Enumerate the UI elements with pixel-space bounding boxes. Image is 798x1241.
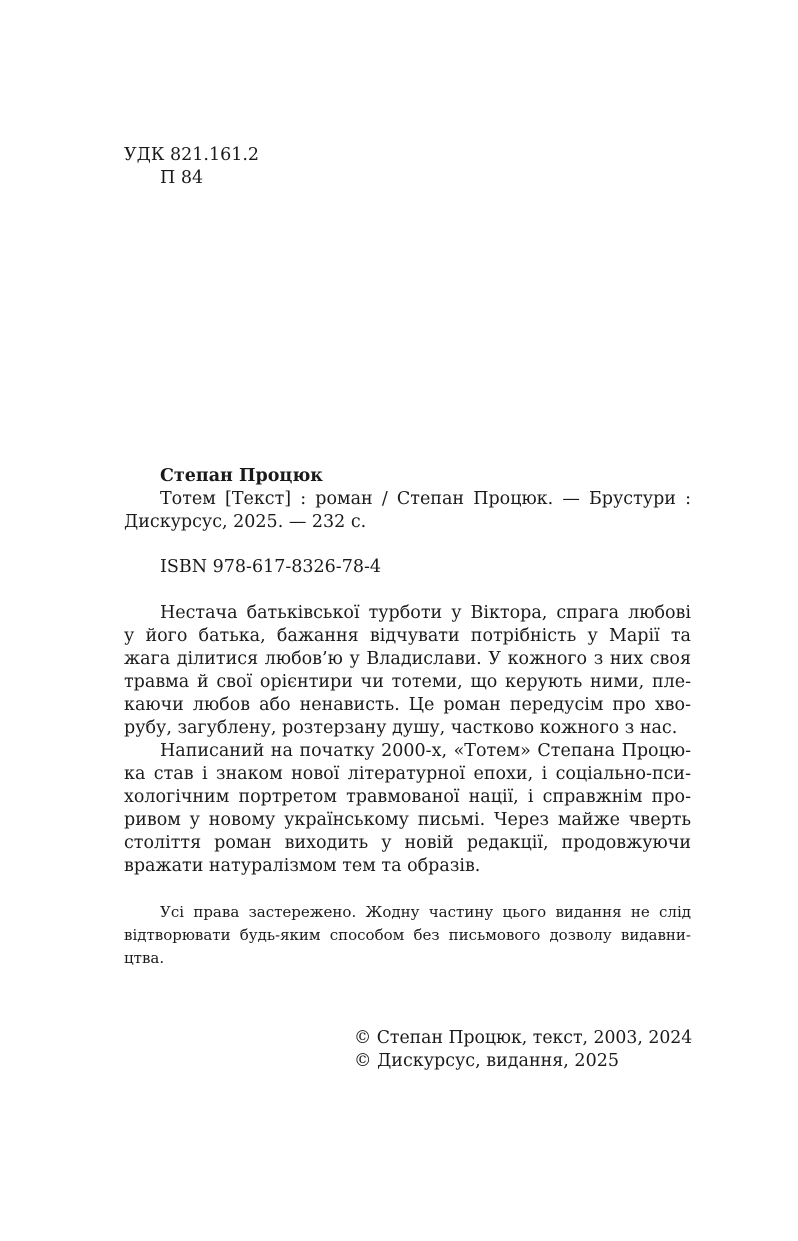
annotation-line: травма й свої орієнтири чи тотеми, що керують ними, пле- — [124, 672, 691, 692]
annotation-line: хологічним портретом травмованої нації, і справжнім про- — [124, 787, 691, 807]
author-sign: П 84 — [160, 168, 204, 188]
annotation-line: Нестача батьківської турботи у Віктора, спрага любові — [160, 603, 691, 623]
imprint-page — [124, 0, 691, 1241]
annotation-line: каючи любов або ненависть. Це роман передусім про хво- — [124, 695, 691, 715]
annotation-line: ривом у новому українському письмі. Через майже чверть — [124, 810, 691, 830]
udk-code: УДК 821.161.2 — [124, 145, 260, 165]
annotation-line: вражати натуралізмом тем та образів. — [124, 856, 481, 876]
rights-notice — [124, 901, 691, 970]
isbn: ISBN 978-617-8326-78-4 — [160, 557, 382, 577]
annotation-line: у його батька, бажання відчувати потрібність у Марії та — [124, 626, 691, 646]
annotation-line: століття роман виходить у новій редакції, продовжуючи — [124, 833, 691, 853]
annotation-line: жага ділитися любов’ю у Владислави. У кожного з них своя — [124, 649, 691, 669]
author-name: Степан Процюк — [160, 466, 323, 486]
annotation-line: Написаний на початку 2000-х, «Тотем» Степана Процю- — [160, 741, 691, 761]
annotation — [124, 602, 691, 878]
bib-description-line: Дискурсус, 2025. — 232 с. — [124, 512, 367, 532]
copyright-author: © Степан Процюк, текст, 2003, 2024 — [354, 1028, 693, 1048]
rights-line: цтва. — [124, 949, 165, 967]
annotation-line: рубу, загублену, розтерзану душу, частково кожного з нас. — [124, 718, 678, 738]
rights-line: відтворювати будь-яким способом без письмового дозволу видавни- — [124, 926, 691, 944]
bibliographic-record — [124, 465, 691, 534]
copyright-publisher: © Дискурсус, видання, 2025 — [354, 1051, 619, 1071]
bib-description-line: Тотем [Текст] : роман / Степан Процюк. — Брустури : — [160, 489, 691, 509]
classification-block — [124, 144, 691, 190]
copyright-block — [354, 1027, 694, 1073]
rights-line: Усі права застережено. Жодну частину цього видання не слід — [160, 903, 691, 921]
isbn-block — [124, 556, 691, 579]
annotation-line: ка став і знаком нової літературної епохи, і соціально-пси- — [124, 764, 691, 784]
